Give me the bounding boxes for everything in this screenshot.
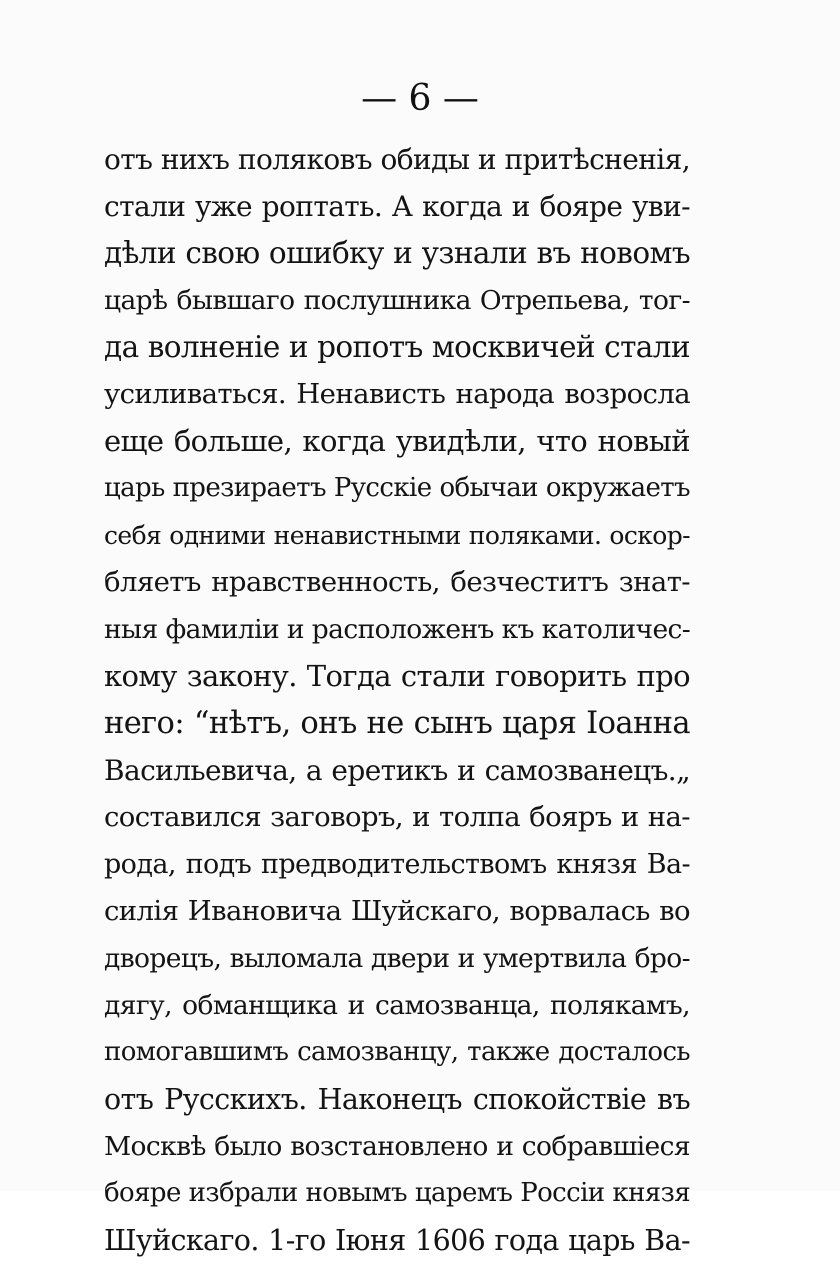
- text-line: еще больше, когда увидѣли, что новый: [104, 424, 690, 458]
- text-line: кому закону. Тогда стали говорить про: [104, 659, 690, 693]
- text-line: да волненіе и ропотъ москвичей стали: [104, 330, 690, 364]
- page-number: — 6 —: [361, 78, 479, 119]
- text-line: дворецъ, выломала двери и умертвила бро-: [104, 943, 690, 974]
- text-line: царь презираетъ Русскіе обычаи окружаетъ: [104, 473, 690, 503]
- text-line: отъ Русскихъ. Наконецъ спокойствіе въ: [104, 1083, 690, 1116]
- text-line: помогавшимъ самозванцу, также досталось: [104, 1037, 690, 1067]
- text-line: стали уже роптать. А когда и бояре уви-: [104, 190, 690, 223]
- body-text: [104, 136, 690, 1264]
- text-line: себя одними ненавистными поляками. оскор-: [104, 521, 690, 550]
- text-line: рода, подъ предводительствомъ князя Ва-: [104, 849, 690, 880]
- text-line: отъ нихъ поляковъ обиды и притѣсненія,: [104, 143, 690, 176]
- text-line: дѣли свою ошибку и узнали въ новомъ: [104, 236, 690, 270]
- text-line: усиливаться. Ненависть народа возросла: [104, 378, 690, 410]
- text-line: ныя фамиліи и расположенъ къ католичес-: [104, 614, 691, 645]
- text-line: Шуйскаго. 1-го Іюня 1606 года царь Ва-: [104, 1224, 690, 1257]
- text-line: бояре избрали новымъ царемъ Россіи князя: [104, 1178, 690, 1208]
- text-line: Васильевича, а еретикъ и самозванецъ.„: [104, 754, 690, 787]
- text-line: него: “нѣтъ, онъ не сынъ царя Іоанна: [104, 706, 690, 741]
- text-line: бляетъ нравственность, безчеститъ знат-: [104, 566, 690, 598]
- text-line: Москвѣ было возстановлено и собравшіеся: [104, 1131, 690, 1162]
- text-line: царѣ бывшаго послушника Отрепьева, тог-: [104, 285, 690, 316]
- text-line: дягу, обманщика и самозванца, полякамъ,: [104, 990, 690, 1021]
- text-line: составился заговоръ, и толпа бояръ и на-: [104, 801, 690, 833]
- text-line: силія Ивановича Шуйскаго, ворвалась во: [104, 895, 690, 927]
